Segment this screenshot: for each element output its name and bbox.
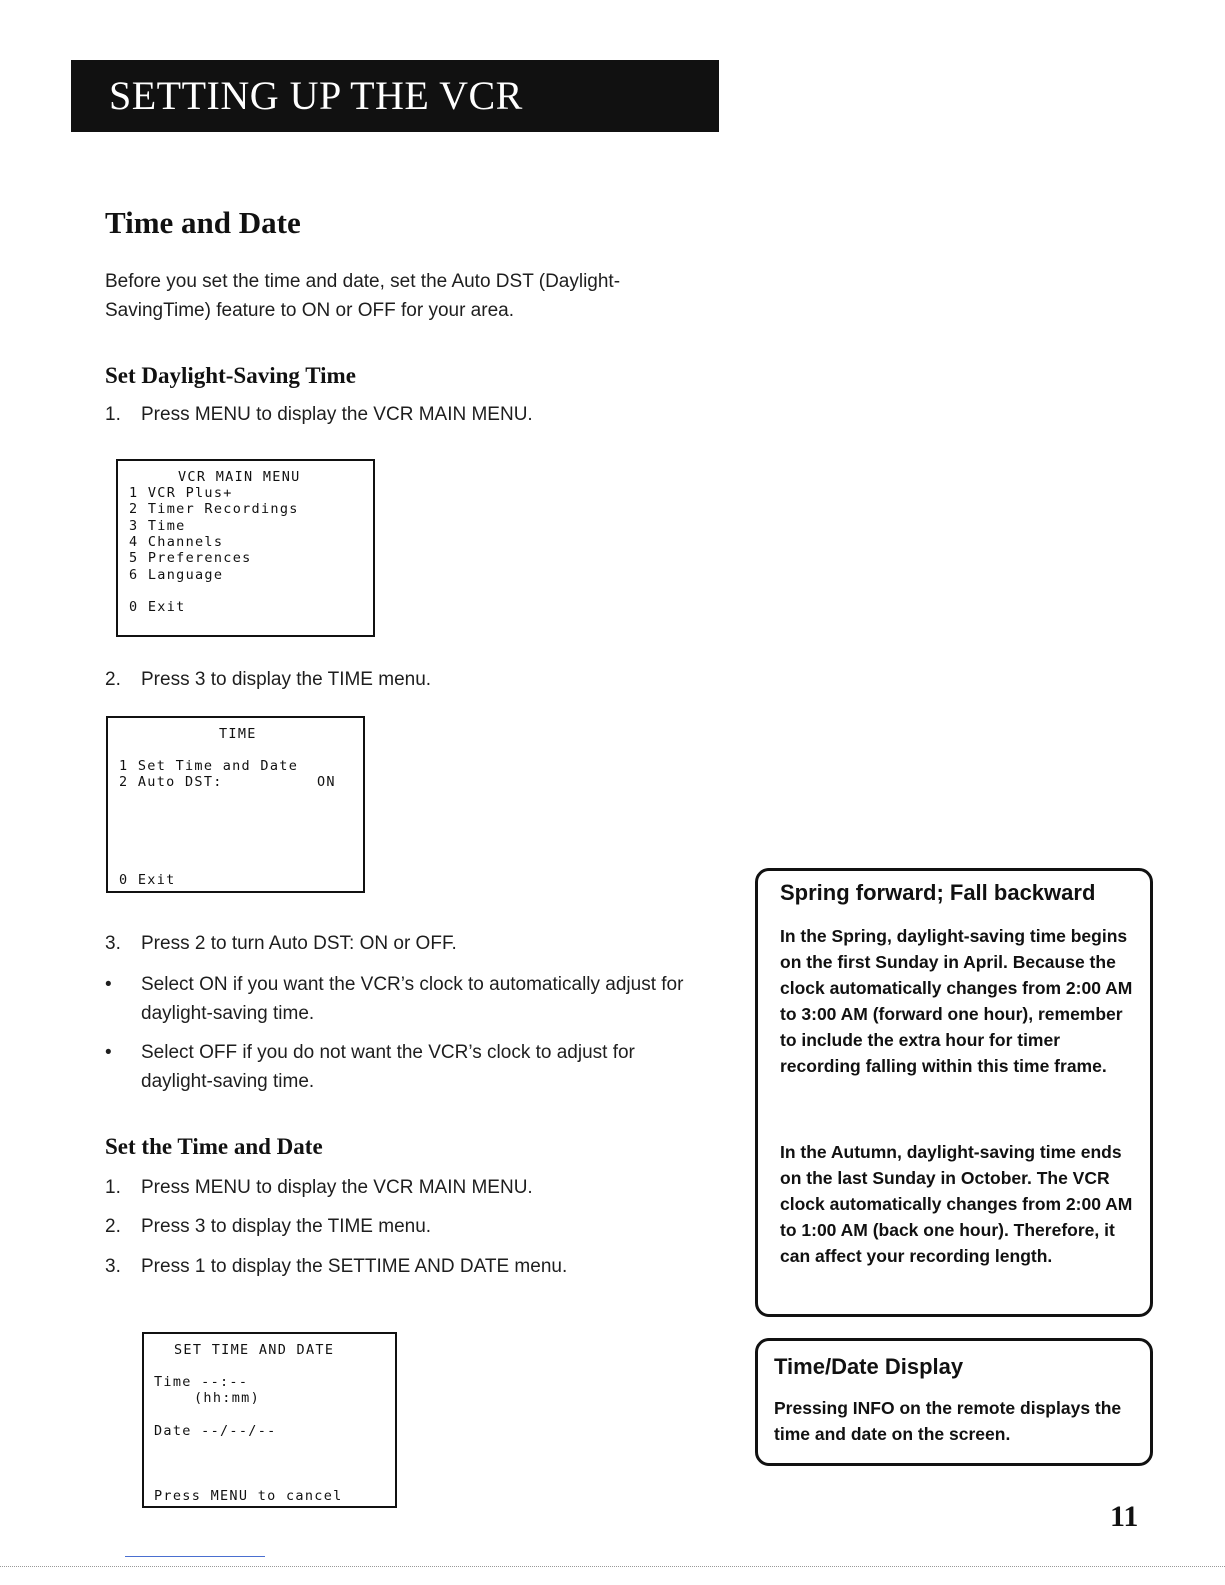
header-bar: [71, 60, 719, 132]
dst-step-1: [105, 404, 533, 426]
time-field: Time --:--: [154, 1374, 249, 1390]
dst-bullet-on: [105, 970, 725, 1028]
page-bottom-rule: [0, 1566, 1225, 1567]
dst-step-3: [105, 933, 457, 955]
set-time-step-3: [105, 1256, 567, 1278]
tip-box-spring-forward: [755, 868, 1153, 1317]
bullet-dot: •: [105, 1042, 112, 1063]
dst-subtitle: Set Daylight-Saving Time: [105, 363, 356, 388]
set-time-step-1: [105, 1177, 533, 1199]
menu-title: SET TIME AND DATE: [174, 1342, 335, 1358]
tip-paragraph: Pressing INFO on the remote displays the time and date on the screen.: [774, 1398, 1122, 1444]
menu-item: 1 Set Time and Date: [119, 758, 299, 774]
menu-item: 1 VCR Plus+: [129, 485, 233, 501]
intro-line-2: SavingTime) feature to ON or OFF for your area.: [105, 300, 514, 321]
tip-title: Spring forward; Fall backward: [780, 880, 1096, 905]
step-text: Press MENU to display the VCR MAIN MENU.: [141, 1177, 533, 1198]
menu-exit: 0 Exit: [119, 872, 176, 888]
step-number: 2.: [105, 1216, 121, 1237]
bullet-text: Select ON if you want the VCR’s clock to automatically adjust for daylight-saving time.: [141, 974, 684, 1024]
step-number: 1.: [105, 404, 121, 425]
bullet-text: Select OFF if you do not want the VCR’s clock to adjust for daylight-saving time.: [141, 1042, 635, 1092]
set-time-date-screen: [142, 1332, 397, 1508]
cancel-hint: Press MENU to cancel: [154, 1488, 343, 1504]
step-text: Press 1 to display the SETTIME AND DATE menu.: [141, 1256, 568, 1277]
menu-item: 5 Preferences: [129, 550, 252, 566]
menu-title: VCR MAIN MENU: [178, 469, 301, 485]
intro-paragraph: [105, 267, 745, 325]
time-menu-screen: [106, 716, 365, 893]
menu-item: 4 Channels: [129, 534, 224, 550]
page-number: 11: [1110, 1500, 1139, 1533]
tip-box-time-date-display: [755, 1338, 1153, 1466]
step-number: 3.: [105, 933, 121, 954]
dst-bullet-off: [105, 1038, 705, 1096]
step-text: Press 2 to turn Auto DST: ON or OFF.: [141, 933, 457, 954]
step-text: Press 3 to display the TIME menu.: [141, 669, 432, 690]
tip-paragraph-autumn: In the Autumn, daylight-saving time ends on the last Sunday in October. The VCR clock automatically changes from 2:00 AM to 1:00 AM (back one hour). Therefore, it can affect your recording length.: [780, 1142, 1133, 1266]
page-header-title: SETTING UP THE VCR: [109, 73, 523, 118]
step-number: 2.: [105, 669, 121, 690]
tip-paragraph-spring: In the Spring, daylight-saving time begins on the first Sunday in April. Because the clock automatically changes from 2:00 AM to 3:00 AM (forward one hour), remember to include the extra hour for timer recording falling within this time frame.: [780, 926, 1133, 1076]
tip-title: Time/Date Display: [774, 1354, 964, 1379]
menu-item: 2 Auto DST:: [119, 774, 223, 790]
dst-step-2: [105, 669, 431, 691]
menu-item: 6 Language: [129, 567, 224, 583]
time-format-hint: (hh:mm): [194, 1390, 260, 1406]
step-text: Press MENU to display the VCR MAIN MENU.: [141, 404, 533, 425]
menu-exit: 0 Exit: [129, 599, 186, 615]
set-time-step-2: [105, 1216, 431, 1238]
bottom-underline: [125, 1556, 265, 1557]
step-number: 3.: [105, 1256, 121, 1277]
bullet-dot: •: [105, 974, 112, 995]
step-text: Press 3 to display the TIME menu.: [141, 1216, 432, 1237]
menu-item: 2 Timer Recordings: [129, 501, 299, 517]
set-time-subtitle: Set the Time and Date: [105, 1134, 323, 1159]
intro-line-1: Before you set the time and date, set the Auto DST (Daylight-: [105, 271, 621, 292]
step-number: 1.: [105, 1177, 121, 1198]
menu-item: 3 Time: [129, 518, 186, 534]
section-title: Time and Date: [105, 205, 301, 240]
auto-dst-value: ON: [317, 774, 336, 790]
date-field: Date --/--/--: [154, 1423, 277, 1439]
vcr-main-menu-screen: [116, 459, 375, 637]
menu-title: TIME: [219, 726, 257, 742]
